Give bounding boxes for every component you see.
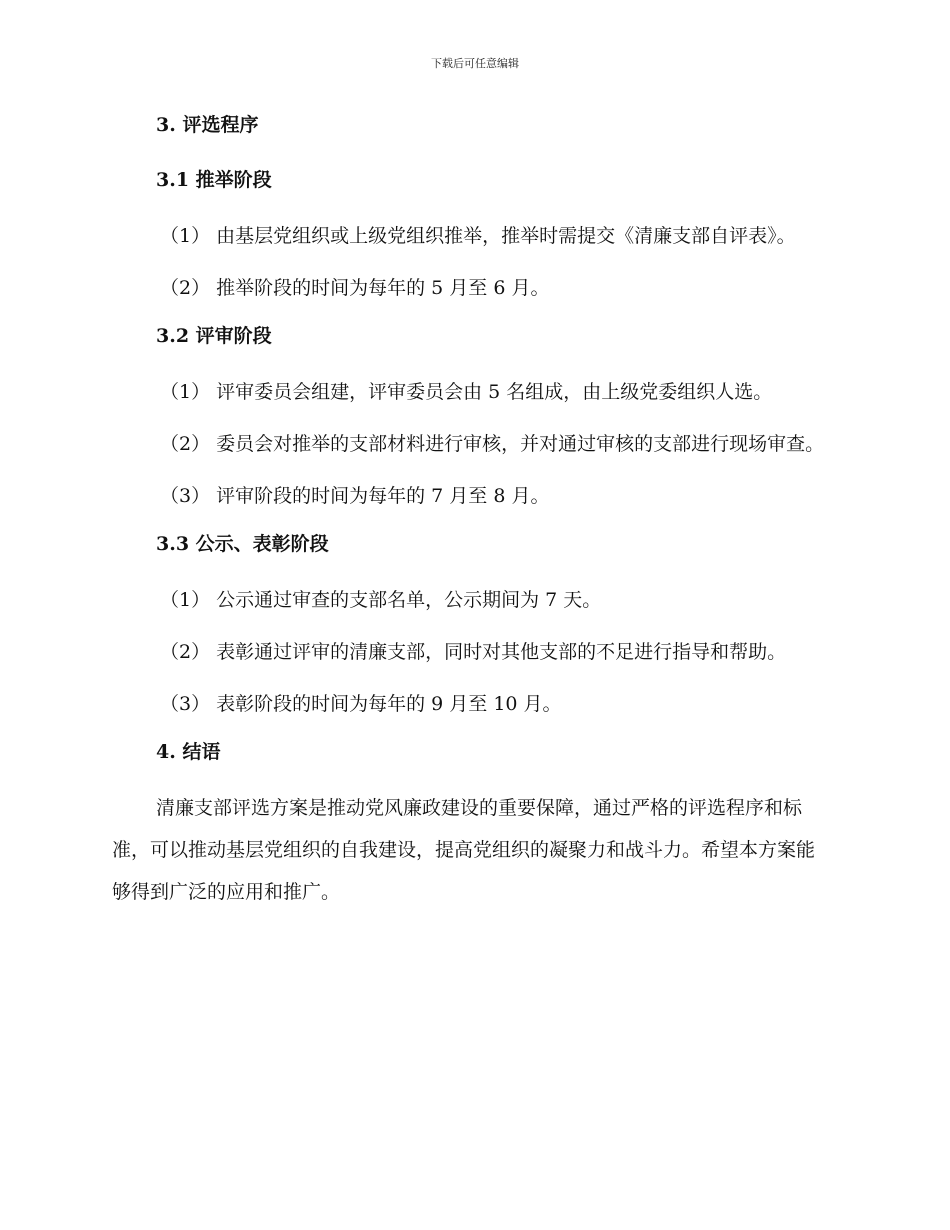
section-3-1-heading: 3.1 推举阶段: [156, 169, 272, 191]
section-3-1-item-2: （2） 推举阶段的时间为每年的 5 月至 6 月。: [160, 277, 550, 299]
section-3-3-heading: 3.3 公示、表彰阶段: [156, 533, 329, 555]
section-3-3-item-1: （1） 公示通过审查的支部名单，公示期间为 7 天。: [160, 589, 602, 611]
section-3-3-item-3: （3） 表彰阶段的时间为每年的 9 月至 10 月。: [160, 693, 562, 715]
document-body: [112, 108, 832, 913]
section-3-3-item-2: （2） 表彰通过评审的清廉支部，同时对其他支部的不足进行指导和帮助。: [160, 641, 787, 663]
section-3-2-item-1: （1） 评审委员会组建，评审委员会由 5 名组成，由上级党委组织人选。: [160, 381, 773, 403]
section-3-1-item-1: （1） 由基层党组织或上级党组织推举，推举时需提交《清廉支部自评表》。: [160, 225, 796, 247]
section-3-2-heading: 3.2 评审阶段: [156, 325, 272, 347]
section-3-2-item-2: （2） 委员会对推举的支部材料进行审核，并对通过审核的支部进行现场审查。: [160, 433, 825, 455]
section-4-heading: 4. 结语: [156, 741, 221, 763]
section-4-body: 清廉支部评选方案是推动党风廉政建设的重要保障，通过严格的评选程序和标准，可以推动基层党组织的自我建设，提高党组织的凝聚力和战斗力。希望本方案能够得到广泛的应用和推广。: [112, 797, 816, 903]
section-3-heading: 3. 评选程序: [156, 114, 259, 136]
page-header-note: 下载后可任意编辑: [431, 57, 519, 70]
section-3-2-item-3: （3） 评审阶段的时间为每年的 7 月至 8 月。: [160, 485, 550, 507]
